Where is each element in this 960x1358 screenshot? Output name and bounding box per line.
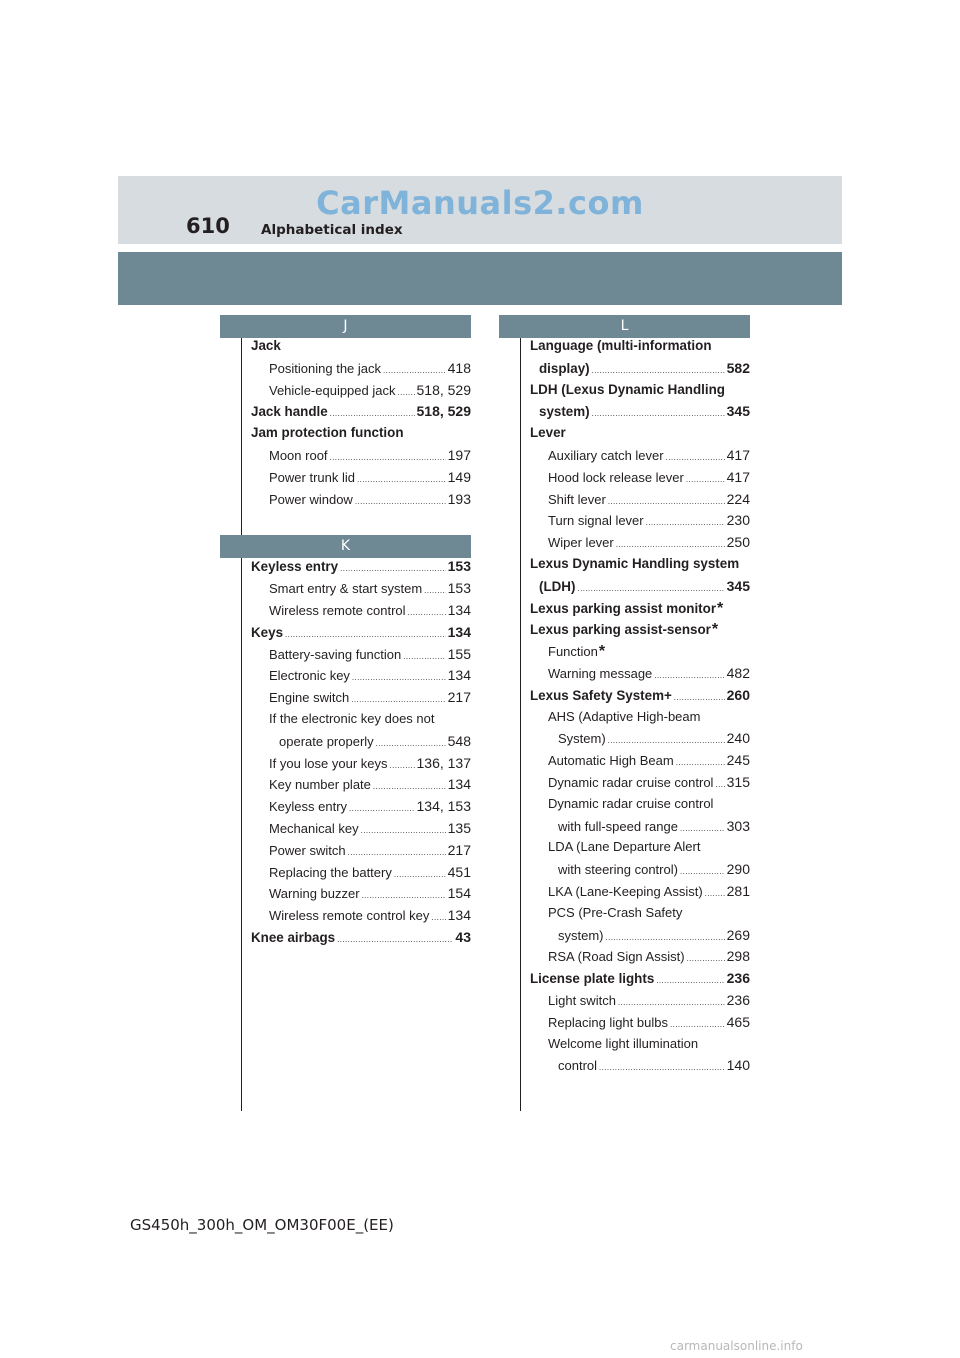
dot-leader bbox=[670, 1020, 725, 1029]
entry-page-ref: 230 bbox=[726, 512, 750, 529]
entry-page-ref: 315 bbox=[726, 773, 750, 790]
dot-leader bbox=[340, 564, 446, 573]
entry-term: Electronic key bbox=[269, 668, 350, 684]
index-entry bbox=[530, 382, 750, 404]
entry-term: system) bbox=[558, 927, 604, 943]
entry-term: Dynamic radar cruise control bbox=[548, 795, 714, 811]
entry-term: Keyless entry bbox=[251, 559, 339, 575]
entry-term: Mechanical key bbox=[269, 820, 359, 836]
entry-page-ref: 134 bbox=[447, 776, 471, 793]
entry-page-ref: 236 bbox=[726, 991, 750, 1008]
index-entry bbox=[530, 491, 750, 513]
index-section-k bbox=[220, 535, 471, 950]
entry-term: Battery-saving function bbox=[269, 646, 402, 662]
entry-term: Lexus parking assist-sensor bbox=[530, 622, 711, 638]
index-entry bbox=[251, 403, 471, 425]
header-band bbox=[118, 252, 842, 305]
entry-term: Turn signal lever bbox=[548, 513, 644, 529]
entry-page-ref: 43 bbox=[455, 928, 471, 945]
dot-leader bbox=[646, 518, 725, 527]
index-entry bbox=[251, 425, 471, 447]
entry-page-ref: 217 bbox=[447, 841, 471, 858]
entry-term: Wiper lever bbox=[548, 535, 614, 551]
index-entry bbox=[530, 1057, 750, 1079]
dot-leader bbox=[618, 998, 725, 1007]
index-entry bbox=[530, 512, 750, 534]
index-entry bbox=[530, 883, 750, 905]
index-entry bbox=[251, 491, 471, 513]
index-entry bbox=[530, 447, 750, 469]
entry-term: Hood lock release lever bbox=[548, 469, 684, 485]
dot-leader bbox=[361, 826, 446, 835]
footer-model-code: GS450h_300h_OM_OM30F00E_(EE) bbox=[130, 1216, 394, 1234]
footer-site-mark: carmanualsonline.info bbox=[670, 1339, 803, 1353]
entry-term: Keyless entry bbox=[269, 799, 348, 815]
entry-term: PCS (Pre-Crash Safety bbox=[548, 904, 683, 920]
index-entry bbox=[530, 861, 750, 883]
entry-page-ref: 149 bbox=[447, 468, 471, 485]
entry-term: If the electronic key does not bbox=[269, 710, 435, 726]
dot-leader bbox=[424, 586, 445, 595]
entry-term: Replacing light bulbs bbox=[548, 1014, 668, 1030]
entry-term: display) bbox=[539, 360, 590, 376]
entry-page-ref: 269 bbox=[726, 926, 750, 943]
entry-term: Replacing the battery bbox=[269, 864, 392, 880]
section-letter-l: L bbox=[499, 315, 750, 338]
dot-leader bbox=[676, 758, 725, 767]
index-entry bbox=[251, 338, 471, 360]
index-entry bbox=[251, 646, 471, 668]
entry-term: Wireless remote control key bbox=[269, 908, 430, 924]
dot-leader bbox=[349, 804, 414, 813]
dot-leader bbox=[431, 913, 445, 922]
entry-page-ref: 418 bbox=[447, 359, 471, 376]
index-entry bbox=[251, 447, 471, 469]
dot-leader bbox=[608, 497, 725, 506]
entry-page-ref: 134 bbox=[447, 601, 471, 618]
index-entry bbox=[251, 711, 471, 733]
dot-leader bbox=[606, 933, 725, 942]
entry-page-ref: 290 bbox=[726, 861, 750, 878]
dot-leader bbox=[357, 475, 446, 484]
dot-leader bbox=[337, 935, 453, 944]
index-entry bbox=[251, 776, 471, 798]
entry-term: Knee airbags bbox=[251, 929, 336, 945]
entry-term: Vehicle-equipped jack bbox=[269, 382, 396, 398]
entry-term: If you lose your keys bbox=[269, 755, 388, 771]
index-entry bbox=[530, 665, 750, 687]
entry-page-ref: 134, 153 bbox=[416, 798, 471, 815]
entry-page-ref: 217 bbox=[447, 689, 471, 706]
index-entry bbox=[530, 360, 750, 382]
index-entry bbox=[530, 425, 750, 447]
entry-page-ref: 417 bbox=[726, 446, 750, 463]
page-number: 610 bbox=[186, 214, 230, 238]
entry-page-ref: 134 bbox=[447, 667, 471, 684]
index-entry bbox=[530, 1014, 750, 1036]
entry-page-ref: 224 bbox=[726, 490, 750, 507]
dot-leader bbox=[715, 780, 724, 789]
section-letter-j: J bbox=[220, 315, 471, 338]
dot-leader bbox=[599, 1063, 725, 1072]
entry-page-ref: 465 bbox=[726, 1013, 750, 1030]
index-entry bbox=[251, 360, 471, 382]
entry-term: Automatic High Beam bbox=[548, 753, 674, 769]
index-entry bbox=[530, 621, 750, 643]
entry-term: Jack handle bbox=[251, 404, 328, 420]
entry-term: Shift lever bbox=[548, 491, 606, 507]
index-entry bbox=[530, 403, 750, 425]
index-list-l bbox=[499, 338, 750, 1079]
index-column-left bbox=[220, 315, 471, 951]
watermark-logo: CarManuals2.com bbox=[316, 184, 644, 222]
index-entry bbox=[530, 905, 750, 927]
dot-leader bbox=[285, 630, 446, 639]
dot-leader bbox=[577, 584, 724, 593]
entry-page-ref: 482 bbox=[726, 664, 750, 681]
entry-term: with steering control) bbox=[558, 862, 678, 878]
entry-term: Lexus parking assist monitor bbox=[530, 600, 717, 616]
index-column-right bbox=[499, 315, 750, 1079]
entry-term: Dynamic radar cruise control bbox=[548, 774, 714, 790]
entry-page-ref: 136, 137 bbox=[416, 754, 471, 771]
dot-leader bbox=[408, 608, 446, 617]
index-entry bbox=[530, 338, 750, 360]
entry-page-ref: 155 bbox=[447, 645, 471, 662]
entry-term: Warning buzzer bbox=[269, 886, 360, 902]
index-entry bbox=[530, 992, 750, 1014]
entry-term: RSA (Road Sign Assist) bbox=[548, 949, 685, 965]
index-entry bbox=[530, 534, 750, 556]
entry-term: Key number plate bbox=[269, 777, 371, 793]
index-entry bbox=[251, 755, 471, 777]
dot-leader bbox=[362, 891, 446, 900]
dot-leader bbox=[674, 693, 725, 702]
entry-term: Positioning the jack bbox=[269, 360, 382, 376]
dot-leader bbox=[390, 761, 415, 770]
dot-leader bbox=[394, 870, 446, 879]
index-entry bbox=[530, 556, 750, 578]
entry-page-ref: 154 bbox=[447, 885, 471, 902]
entry-term: Moon roof bbox=[269, 447, 328, 463]
entry-term: LDA (Lane Departure Alert bbox=[548, 839, 701, 855]
entry-page-ref: 303 bbox=[726, 817, 750, 834]
entry-term: Welcome light illumination bbox=[548, 1035, 699, 1051]
index-entry bbox=[530, 687, 750, 709]
entry-page-ref: 281 bbox=[726, 882, 750, 899]
entry-term: Jam protection function bbox=[251, 425, 404, 441]
index-entry bbox=[251, 558, 471, 580]
dot-leader bbox=[680, 867, 725, 876]
entry-page-ref: 345 bbox=[726, 403, 750, 420]
index-entry bbox=[251, 864, 471, 886]
entry-term: Power switch bbox=[269, 842, 346, 858]
section-letter-k: K bbox=[220, 535, 471, 558]
index-entry bbox=[530, 600, 750, 622]
index-entry bbox=[251, 885, 471, 907]
entry-page-ref: 345 bbox=[726, 577, 750, 594]
entry-term: LDH (Lexus Dynamic Handling bbox=[530, 381, 725, 397]
dot-leader bbox=[608, 736, 725, 745]
index-entry bbox=[251, 907, 471, 929]
index-entry bbox=[530, 1036, 750, 1058]
entry-term: AHS (Adaptive High-beam bbox=[548, 708, 701, 724]
index-entry bbox=[251, 820, 471, 842]
entry-term: Light switch bbox=[548, 992, 616, 1008]
index-entry bbox=[251, 667, 471, 689]
entry-term: Engine switch bbox=[269, 690, 350, 706]
index-entry bbox=[251, 580, 471, 602]
index-entry bbox=[530, 578, 750, 600]
entry-term: Power window bbox=[269, 491, 353, 507]
index-entry bbox=[530, 774, 750, 796]
entry-page-ref: 298 bbox=[726, 948, 750, 965]
index-list-k bbox=[220, 558, 471, 950]
entry-term: Warning message bbox=[548, 665, 653, 681]
entry-term: Jack bbox=[251, 338, 281, 353]
index-entry bbox=[251, 382, 471, 404]
entry-term: License plate lights bbox=[530, 971, 655, 987]
index-entry bbox=[251, 624, 471, 646]
entry-page-ref: 135 bbox=[447, 819, 471, 836]
dot-leader bbox=[383, 366, 446, 375]
dot-leader bbox=[373, 782, 446, 791]
dot-leader bbox=[592, 409, 725, 418]
entry-page-ref: 245 bbox=[726, 752, 750, 769]
index-entry bbox=[530, 643, 750, 665]
entry-page-ref: 134 bbox=[447, 907, 471, 924]
entry-term: operate properly bbox=[279, 733, 374, 749]
footnote-star: * bbox=[598, 643, 606, 661]
index-entry bbox=[530, 709, 750, 731]
index-entry bbox=[530, 469, 750, 491]
index-entry bbox=[251, 798, 471, 820]
index-entry bbox=[530, 839, 750, 861]
entry-term: Auxiliary catch lever bbox=[548, 447, 664, 463]
dot-leader bbox=[330, 453, 446, 462]
dot-leader bbox=[654, 671, 724, 680]
entry-page-ref: 250 bbox=[726, 534, 750, 551]
dot-leader bbox=[592, 366, 725, 375]
dot-leader bbox=[355, 497, 446, 506]
entry-term: Smart entry & start system bbox=[269, 581, 423, 597]
entry-page-ref: 153 bbox=[447, 580, 471, 597]
dot-leader bbox=[351, 695, 445, 704]
index-entry bbox=[530, 927, 750, 949]
index-entry bbox=[530, 970, 750, 992]
index-entry bbox=[530, 796, 750, 818]
dot-leader bbox=[687, 954, 725, 963]
entry-term: Lexus Safety System+ bbox=[530, 687, 672, 703]
entry-term: with full-speed range bbox=[558, 818, 678, 834]
entry-term: Language (multi-information bbox=[530, 338, 712, 353]
footnote-star: * bbox=[717, 599, 724, 617]
dot-leader bbox=[348, 848, 446, 857]
dot-leader bbox=[397, 388, 414, 397]
footnote-star: * bbox=[711, 621, 719, 639]
dot-leader bbox=[403, 652, 445, 661]
dot-leader bbox=[705, 889, 725, 898]
index-entry bbox=[530, 752, 750, 774]
dot-leader bbox=[656, 976, 724, 985]
index-entry bbox=[530, 818, 750, 840]
entry-page-ref: 518, 529 bbox=[416, 381, 471, 398]
entry-term: control bbox=[558, 1058, 598, 1074]
entry-page-ref: 451 bbox=[447, 863, 471, 880]
entry-page-ref: 193 bbox=[447, 490, 471, 507]
index-entry bbox=[251, 733, 471, 755]
entry-term: Keys bbox=[251, 624, 284, 640]
entry-page-ref: 153 bbox=[447, 558, 471, 575]
index-entry bbox=[251, 842, 471, 864]
entry-page-ref: 240 bbox=[726, 730, 750, 747]
entry-term: system) bbox=[539, 404, 590, 420]
entry-term: (LDH) bbox=[539, 578, 576, 594]
entry-page-ref: 548 bbox=[447, 732, 471, 749]
index-section-l bbox=[499, 315, 750, 1079]
index-entry bbox=[530, 730, 750, 752]
entry-term: Power trunk lid bbox=[269, 469, 355, 485]
entry-page-ref: 134 bbox=[447, 623, 471, 640]
index-entry bbox=[251, 929, 471, 951]
dot-leader bbox=[686, 475, 725, 484]
dot-leader bbox=[680, 824, 725, 833]
dot-leader bbox=[666, 453, 725, 462]
entry-page-ref: 197 bbox=[447, 446, 471, 463]
entry-term: System) bbox=[558, 731, 606, 747]
entry-page-ref: 260 bbox=[726, 686, 750, 703]
index-entry bbox=[251, 689, 471, 711]
index-section-j bbox=[220, 315, 471, 512]
dot-leader bbox=[376, 739, 446, 748]
entry-page-ref: 417 bbox=[726, 468, 750, 485]
entry-term: LKA (Lane-Keeping Assist) bbox=[548, 883, 703, 899]
entry-page-ref: 236 bbox=[726, 970, 750, 987]
dot-leader bbox=[616, 540, 725, 549]
dot-leader bbox=[352, 673, 446, 682]
index-entry bbox=[530, 948, 750, 970]
dot-leader bbox=[330, 409, 415, 418]
page-title: Alphabetical index bbox=[261, 222, 403, 238]
entry-page-ref: 140 bbox=[726, 1057, 750, 1074]
entry-term: Lever bbox=[530, 425, 566, 441]
index-entry bbox=[251, 602, 471, 624]
index-list-j bbox=[220, 338, 471, 512]
entry-term: Function bbox=[548, 644, 598, 660]
entry-term: Lexus Dynamic Handling system bbox=[530, 555, 740, 571]
entry-page-ref: 518, 529 bbox=[416, 403, 471, 420]
index-entry bbox=[251, 469, 471, 491]
entry-term: Wireless remote control bbox=[269, 602, 406, 618]
entry-page-ref: 582 bbox=[726, 359, 750, 376]
